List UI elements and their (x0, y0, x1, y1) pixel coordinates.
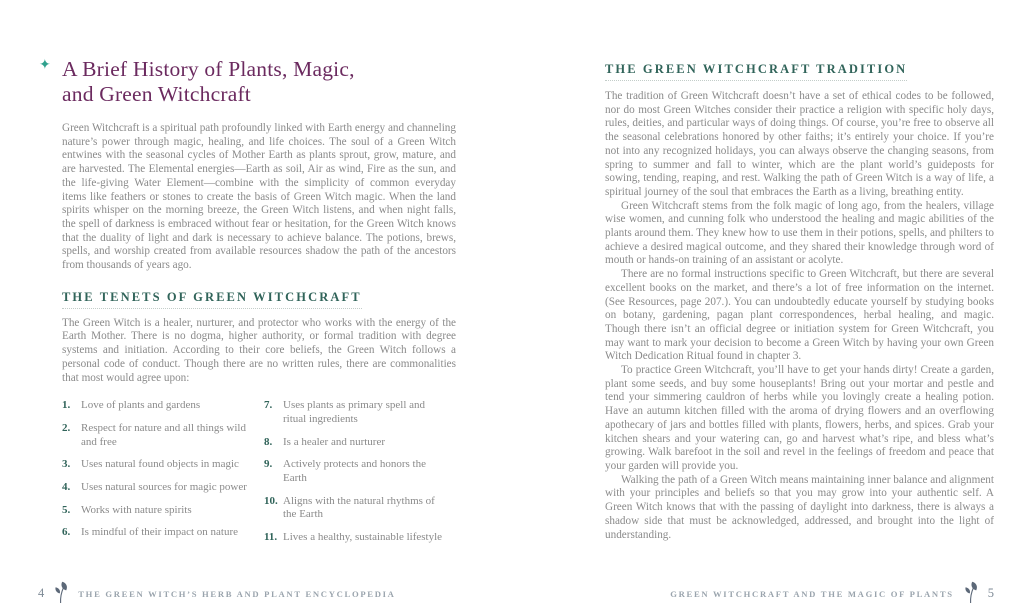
right-footer (670, 581, 994, 604)
tenet-item (264, 495, 450, 522)
tenet-item (62, 481, 250, 495)
right-page (605, 0, 994, 542)
tenet-number: 6. (62, 526, 71, 539)
tenet-text: Uses plants as primary spell and ritual ingredients (283, 399, 426, 425)
tenet-text: Uses natural sources for magic power (81, 481, 247, 494)
tenet-item (264, 399, 450, 426)
tenet-item (62, 399, 250, 413)
tenet-text: Is a healer and nurturer (283, 435, 386, 448)
right-running-title: GREEN WITCHCRAFT AND THE MAGIC OF PLANTS (670, 589, 954, 599)
sparkle-icon: ✦ (39, 58, 51, 73)
right-page-number: 5 (987, 585, 994, 600)
tenets-column-2 (264, 399, 450, 554)
chapter-title-line-2: and Green Witchcraft (62, 82, 251, 106)
tenet-text: Actively protects and honors the Earth (283, 458, 426, 485)
tenet-text: Aligns with the natural rhythms of the Earth (283, 494, 435, 521)
tradition-paragraph-4: To practice Green Witchcraft, you’ll have to get your hands dirty! Create a garden, plant some seeds, and buy some houseplants! Bring out your mortar and pestle and tend your simmering cauldron of herbs while you lovingly create a healing potion. Have an autumn kitchen filled with the aroma of drying flowers and an overflowing apothecary of jars and bottles filled with plants, flowers, herbs, and spices. Grab your kitchen shears and your watering can, go and harvest what’s ripe, and bless what’s growing. Walk barefoot in the soil and revel in the feelings of freedom and peace that your garden will provide you. (605, 364, 994, 472)
chapter-intro-paragraph: Green Witchcraft is a spiritual path profoundly linked with Earth energy and channeling nature’s power through magic, healing, and life choices. The soul of a Green Witch entwines with the seasonal cycles of Mother Earth as plants sprout, grow, mature, and are harvested. The Elemental energies—Earth as soil, Air as wind, Fire as the sun, and the life-giving Water Element—combine with the simplicity of common everyday items like feathers or stones to create the basis of Green Witch magic. When the land spirits whisper on the morning breeze, the Green Witch listens, and when night falls, the spell of darkness is embraced without fear or hesitation, for the Green Witch knows that the duality of light and dark is necessary to achieve balance. The potions, brews, spells, and worship created from available resources shadow the path of the ancestors from thousands of years ago. (62, 122, 456, 272)
tenet-item (264, 531, 450, 545)
tenets-intro-paragraph: The Green Witch is a healer, nurturer, and protector who works with the energy of the Earth Mother. There is no dogma, higher authority, or formal tradition with degree systems and initiation. According to their core beliefs, the Green Witch follows a personal code of conduct. Though there are no written rules, there are commonalities that most would agree upon: (62, 316, 456, 384)
chapter-title-line-1: A Brief History of Plants, Magic, (62, 57, 355, 81)
tenet-text: Works with nature spirits (81, 503, 192, 516)
tenet-number: 3. (62, 458, 71, 471)
tenet-text: Love of plants and gardens (81, 399, 201, 412)
tenet-number: 10. (264, 494, 278, 507)
tenets-list (62, 399, 456, 554)
tenet-item (264, 458, 450, 485)
tenet-text: Uses natural found objects in magic (81, 458, 239, 471)
tradition-paragraph-1: The tradition of Green Witchcraft doesn’t have a set of ethical codes to be followed, nor do most Green Witches consider their practice a religion with specific holy days, rules, deities, and particular ways of doing things. Of course, you’re free to observe all the seasonal celebrations honored by other faiths; it’s entirely your choice. If you’re not into any recognized holidays, you can always observe the changing seasons, from spring to summer and fall to winter, which are the plant world’s guideposts for sowing, tending, reaping, and rest. Walking the path of Green Witch is a way of life, a spiritual journey of the soul that embraces the Earth as a living, breathing entity. (605, 90, 994, 198)
tenet-item (62, 526, 250, 540)
tenet-number: 5. (62, 503, 71, 516)
chapter-title (39, 57, 456, 107)
tradition-paragraph-5: Walking the path of a Green Witch means maintaining inner balance and alignment with your principles and beliefs so that you may grow into your authentic self. A Green Witch knows that with the passing of daylight into darkness, there is always a shadow side that must be acknowledged, addressed, and brought into the light of understanding. (605, 473, 994, 541)
tenet-number: 9. (264, 458, 273, 471)
tradition-paragraph-3: There are no formal instructions specific to Green Witchcraft, but there are several excellent books on the market, and there’s a lot of free information on the internet. (See Resources, page 207.). You can undoubtedly educate yourself by studying books on botany, gardening, pagan plant correspondences, herbal healing, and magic. Though there isn’t an official degree or initiation system for Green Witchcraft, you may want to mark your decision to become a Green Witch by having your own Green Witch Dedication Ritual found in chapter 3. (605, 268, 994, 363)
tenet-number: 4. (62, 481, 71, 494)
tradition-heading: THE GREEN WITCHCRAFT TRADITION (605, 62, 907, 81)
tenet-number: 7. (264, 399, 273, 412)
tenet-number: 1. (62, 399, 71, 412)
tenet-text: Lives a healthy, sustainable lifestyle (283, 531, 443, 544)
tenets-column-1 (62, 399, 250, 554)
tenet-item (264, 436, 450, 450)
tenet-text: Respect for nature and all things wild and free (81, 421, 246, 448)
tenet-text: Is mindful of their impact on nature (81, 526, 239, 539)
tenet-number: 8. (264, 435, 273, 448)
tenets-heading: THE TENETS OF GREEN WITCHCRAFT (62, 290, 362, 309)
left-footer (38, 581, 396, 604)
sprig-icon (963, 581, 979, 604)
tenet-number: 11. (264, 531, 278, 544)
tenet-item (62, 504, 250, 518)
tenet-number: 2. (62, 421, 71, 434)
tradition-paragraph-2: Green Witchcraft stems from the folk magic of long ago, from the healers, village wise women, and cunning folk who understood the healing and magic abilities of the plants around them. They knew how to use them in their potions, spells, and philters to achieve a desired magical outcome, and they shared their knowledge through word of mouth or hands-on training of an assistant or acolyte. (605, 199, 994, 267)
left-running-title: THE GREEN WITCH’S HERB AND PLANT ENCYCLOPEDIA (78, 589, 396, 599)
tenet-item (62, 458, 250, 472)
sprig-icon (53, 581, 69, 604)
left-page-number: 4 (38, 585, 45, 600)
left-page (39, 0, 456, 554)
tenet-item (62, 422, 250, 449)
